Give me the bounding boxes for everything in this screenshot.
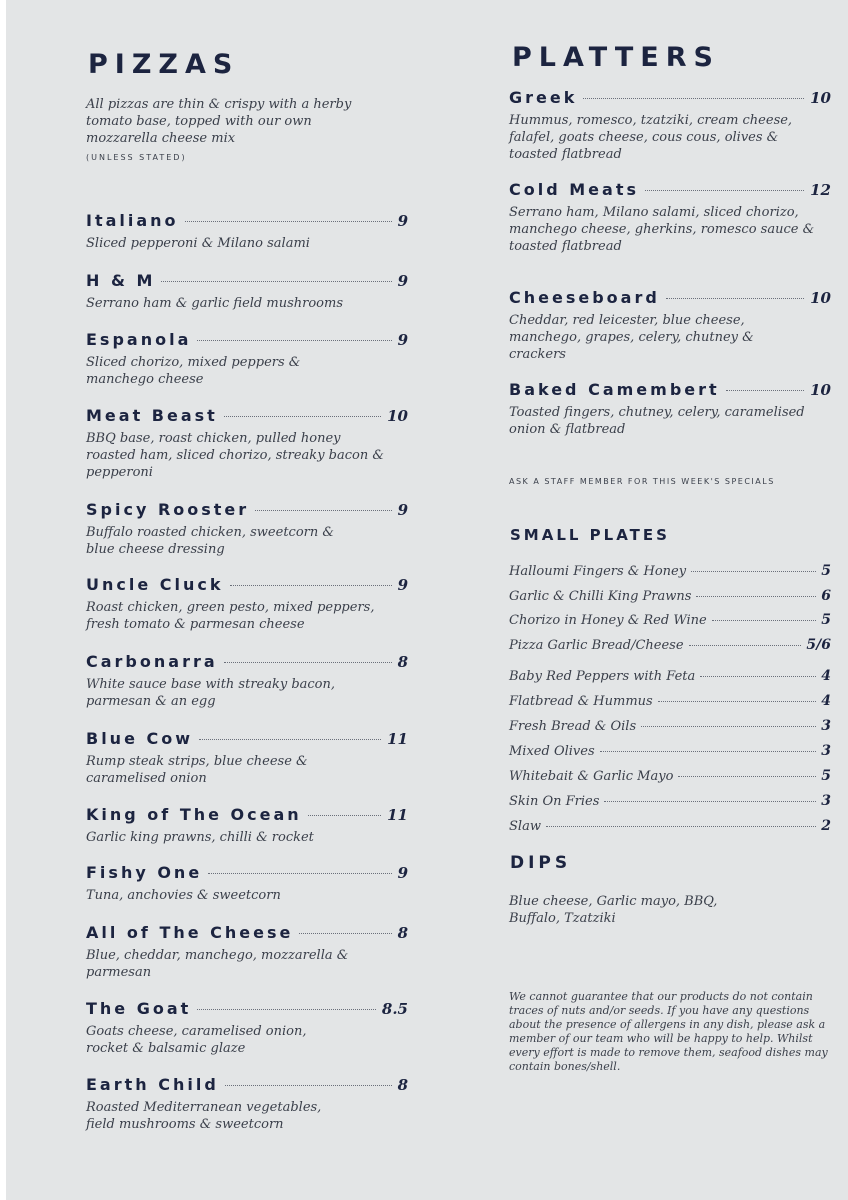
item-description: Serrano ham & garlic field mushrooms	[86, 296, 343, 311]
small-plate-item	[509, 743, 831, 763]
leader-dots	[224, 662, 392, 663]
leader-dots	[712, 620, 817, 621]
item-description: White sauce base with streaky bacon, parmesan & an egg	[86, 677, 336, 709]
leader-dots	[691, 571, 816, 572]
item-price: 10	[810, 381, 831, 399]
leader-dots	[197, 340, 391, 341]
small-plate-item	[509, 588, 831, 608]
dips-description: Blue cheese, Garlic mayo, BBQ, Buffalo, Tzatziki	[509, 894, 718, 926]
item-name: Greek	[509, 88, 578, 107]
small-plate-item	[509, 693, 831, 713]
item-name: The Goat	[86, 999, 192, 1018]
item-price: 8	[397, 1076, 408, 1094]
leader-dots	[185, 221, 392, 222]
leader-dots	[641, 726, 816, 727]
item-name: Meat Beast	[86, 406, 218, 425]
leader-dots	[225, 1085, 392, 1086]
pizza-item	[86, 271, 408, 312]
leader-dots	[678, 776, 816, 777]
item-price: 3	[821, 793, 831, 809]
item-price: 6	[821, 588, 831, 604]
pizza-item	[86, 406, 408, 481]
pizzas-heading: PIZZAS	[88, 49, 240, 80]
platter-item	[509, 180, 831, 255]
item-description: Buffalo roasted chicken, sweetcorn & blue cheese dressing	[86, 525, 334, 557]
pizza-item	[86, 500, 408, 558]
pizza-item	[86, 999, 408, 1057]
leader-dots	[230, 585, 392, 586]
menu-page	[6, 0, 848, 1200]
item-name: Spicy Rooster	[86, 500, 250, 519]
item-price: 11	[387, 730, 408, 748]
leader-dots	[197, 1009, 376, 1010]
leader-dots	[726, 390, 804, 391]
item-description: BBQ base, roast chicken, pulled honey roasted ham, sliced chorizo, streaky bacon & pepperoni	[86, 431, 384, 480]
item-price: 4	[821, 668, 831, 684]
dips-heading: DIPS	[510, 853, 572, 873]
item-name: All of The Cheese	[86, 923, 294, 942]
item-name: Blue Cow	[86, 729, 194, 748]
item-name: Carbonarra	[86, 652, 218, 671]
leader-dots	[199, 739, 381, 740]
pizza-item	[86, 863, 408, 904]
item-price: 8	[397, 653, 408, 671]
item-price: 2	[821, 818, 831, 834]
item-description: Blue, cheddar, manchego, mozzarella & parmesan	[86, 948, 349, 980]
leader-dots	[666, 298, 804, 299]
small-plates-heading: SMALL PLATES	[510, 526, 670, 544]
item-description: Goats cheese, caramelised onion, rocket & balsamic glaze	[86, 1024, 307, 1056]
item-description: Roasted Mediterranean vegetables, field mushrooms & sweetcorn	[86, 1100, 322, 1132]
leader-dots	[689, 645, 802, 646]
leader-dots	[604, 801, 816, 802]
item-price: 8.5	[381, 1000, 408, 1018]
item-price: 12	[810, 181, 831, 199]
item-description: Sliced pepperoni & Milano salami	[86, 236, 310, 251]
item-name: Fishy One	[86, 863, 203, 882]
item-price: 10	[387, 407, 408, 425]
item-price: 5	[821, 563, 831, 579]
small-plate-item	[509, 793, 831, 813]
pizza-item	[86, 652, 408, 710]
item-name: Halloumi Fingers & Honey	[509, 564, 687, 579]
item-name: Uncle Cluck	[86, 575, 224, 594]
leader-dots	[600, 751, 817, 752]
item-name: Mixed Olives	[509, 744, 595, 759]
small-plate-item	[509, 818, 831, 838]
pizza-item	[86, 575, 408, 633]
platter-item	[509, 88, 831, 163]
pizza-item	[86, 1075, 408, 1133]
item-price: 3	[821, 718, 831, 734]
small-plate-item	[509, 668, 831, 688]
item-description: Sliced chorizo, mixed peppers & manchego cheese	[86, 355, 301, 387]
item-name: Flatbread & Hummus	[509, 694, 653, 709]
pizza-item	[86, 211, 408, 252]
leader-dots	[161, 281, 391, 282]
item-name: Chorizo in Honey & Red Wine	[509, 613, 707, 628]
item-description: Toasted fingers, chutney, celery, caramelised onion & flatbread	[509, 405, 805, 437]
pizza-item	[86, 330, 408, 388]
item-name: Pizza Garlic Bread/Cheese	[509, 638, 684, 653]
item-name: Italiano	[86, 211, 179, 230]
item-name: Whitebait & Garlic Mayo	[509, 769, 674, 784]
small-plate-item	[509, 563, 831, 583]
item-price: 11	[387, 806, 408, 824]
item-price: 9	[397, 501, 408, 519]
pizza-item	[86, 729, 408, 787]
leader-dots	[299, 933, 391, 934]
item-description: Tuna, anchovies & sweetcorn	[86, 888, 281, 903]
leader-dots	[224, 416, 381, 417]
item-price: 5	[821, 768, 831, 784]
leader-dots	[658, 701, 817, 702]
allergen-notice: We cannot guarantee that our products do not contain traces of nuts and/or seeds. If you have any questions about the presence of allergens in any dish, please ask a member of our team who will be happy to help. Whilst every effort is made to remove them, seafood dishes may contain bones/shell.	[509, 990, 828, 1073]
leader-dots	[546, 826, 816, 827]
item-name: Espanola	[86, 330, 192, 349]
small-plate-item	[509, 768, 831, 788]
pizza-item	[86, 923, 408, 981]
leader-dots	[208, 873, 391, 874]
item-price: 9	[397, 576, 408, 594]
item-name: King of The Ocean	[86, 805, 302, 824]
item-name: Baby Red Peppers with Feta	[509, 669, 696, 684]
item-name: Skin On Fries	[509, 794, 600, 809]
leader-dots	[308, 815, 381, 816]
item-description: Rump steak strips, blue cheese & caramelised onion	[86, 754, 308, 786]
leader-dots	[696, 596, 816, 597]
item-name: Baked Camembert	[509, 380, 720, 399]
item-price: 4	[821, 693, 831, 709]
leader-dots	[700, 676, 816, 677]
platter-item	[509, 288, 831, 363]
item-price: 9	[397, 331, 408, 349]
small-plate-item	[509, 637, 831, 657]
item-name: Cold Meats	[509, 180, 639, 199]
platter-item	[509, 380, 831, 438]
item-price: 5	[821, 612, 831, 628]
item-price: 9	[397, 272, 408, 290]
item-description: Serrano ham, Milano salami, sliced chorizo, manchego cheese, gherkins, romesco sauce & toasted flatbread	[509, 205, 815, 254]
item-name: H & M	[86, 271, 156, 290]
item-price: 10	[810, 89, 831, 107]
small-plate-item	[509, 718, 831, 738]
item-price: 9	[397, 864, 408, 882]
leader-dots	[645, 190, 804, 191]
item-name: Earth Child	[86, 1075, 219, 1094]
item-name: Cheeseboard	[509, 288, 660, 307]
item-description: Hummus, romesco, tzatziki, cream cheese, falafel, goats cheese, cous cous, olives & toasted flatbread	[509, 113, 793, 162]
item-description: Cheddar, red leicester, blue cheese, manchego, grapes, celery, chutney & crackers	[509, 313, 754, 362]
item-price: 8	[397, 924, 408, 942]
leader-dots	[583, 98, 804, 99]
pizza-item	[86, 805, 408, 846]
item-price: 3	[821, 743, 831, 759]
specials-note: ASK A STAFF MEMBER FOR THIS WEEK'S SPECIALS	[509, 477, 775, 486]
item-name: Slaw	[509, 819, 541, 834]
platters-heading: PLATTERS	[512, 42, 720, 73]
pizzas-intro: All pizzas are thin & crispy with a herby tomato base, topped with our own mozzarella cheese mix	[86, 97, 352, 146]
pizzas-intro-note: (UNLESS STATED)	[86, 153, 187, 162]
item-name: Garlic & Chilli King Prawns	[509, 589, 692, 604]
item-price: 9	[397, 212, 408, 230]
small-plate-item	[509, 612, 831, 632]
leader-dots	[255, 510, 391, 511]
item-price: 5/6	[806, 637, 831, 653]
item-description: Garlic king prawns, chilli & rocket	[86, 830, 314, 845]
item-price: 10	[810, 289, 831, 307]
item-description: Roast chicken, green pesto, mixed peppers, fresh tomato & parmesan cheese	[86, 600, 375, 632]
item-name: Fresh Bread & Oils	[509, 719, 637, 734]
